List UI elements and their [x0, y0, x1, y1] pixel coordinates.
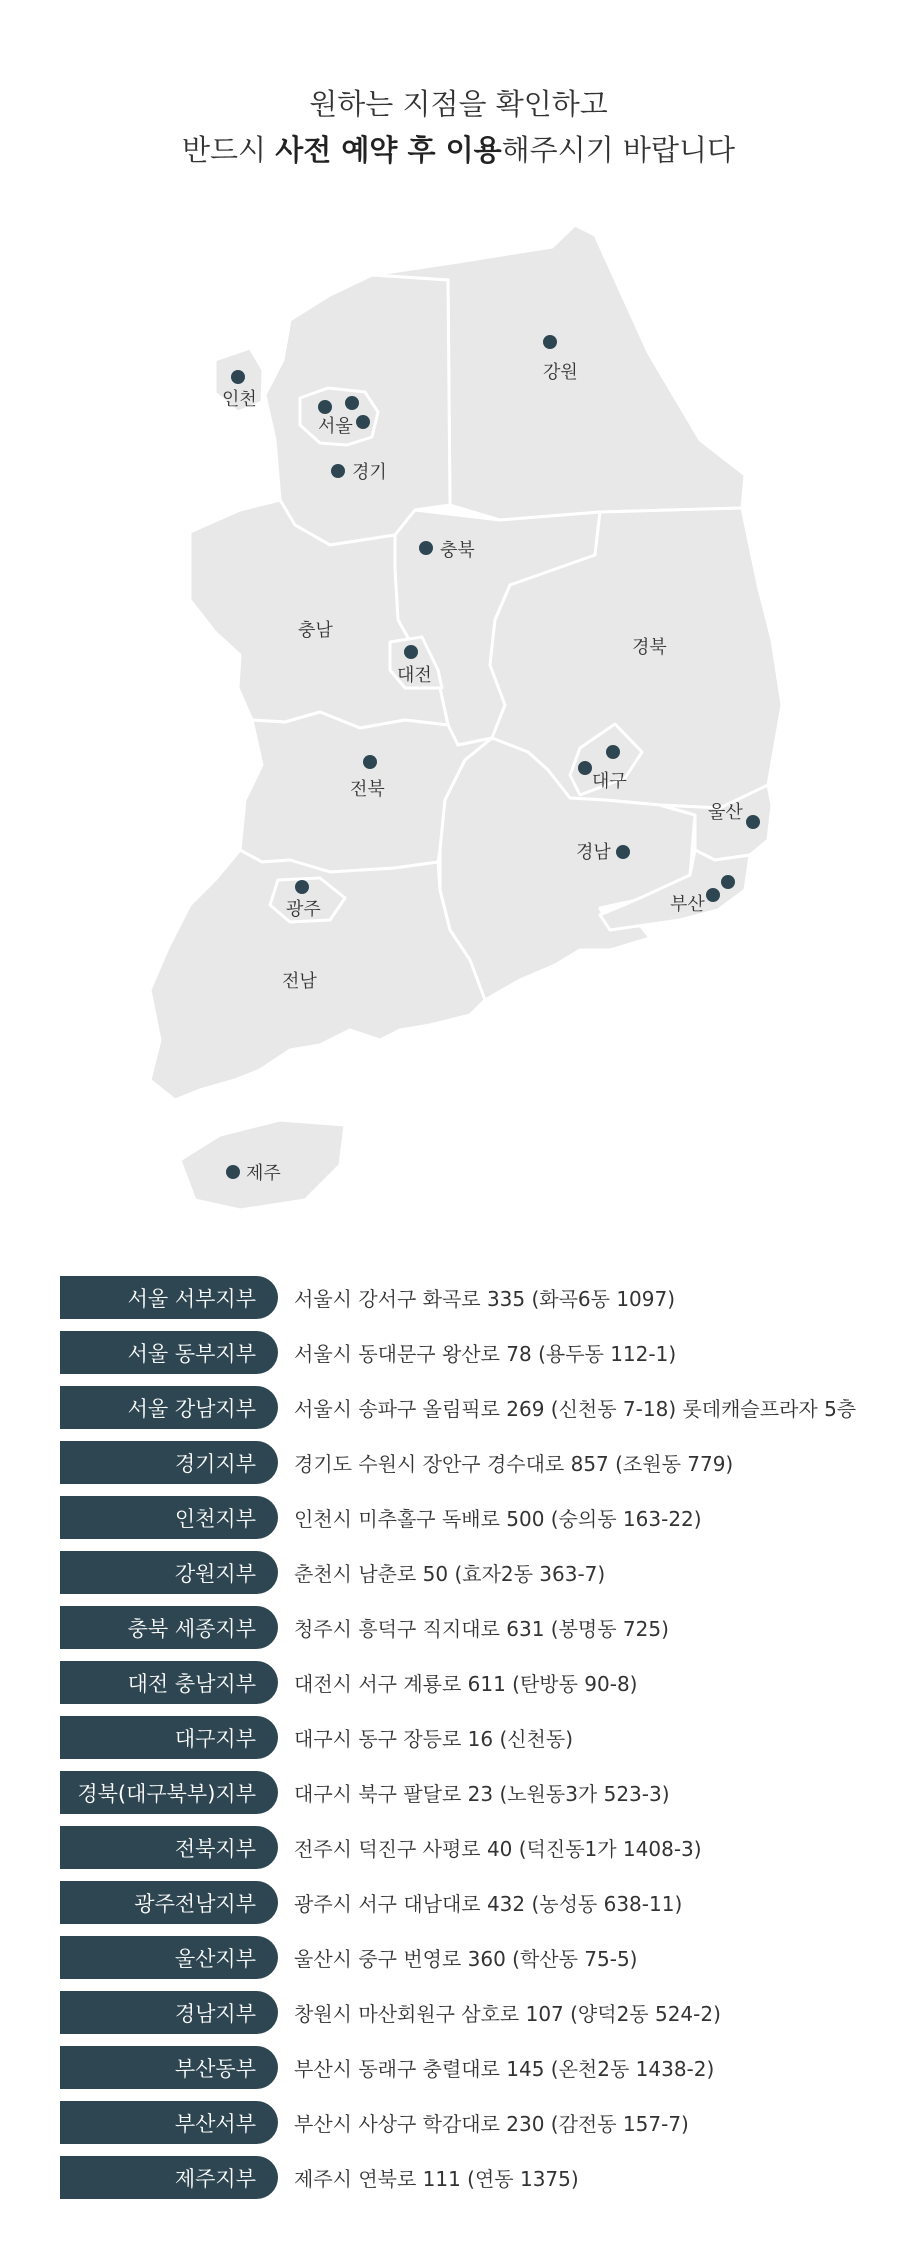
branch-name[interactable]: 경기지부	[60, 1441, 278, 1484]
branch-row[interactable]	[60, 1606, 900, 1649]
branch-address: 서울시 송파구 올림픽로 269 (신천동 7-18) 롯데캐슬프라자 5층	[294, 1397, 857, 1421]
dot-gyeonggi[interactable]	[331, 464, 345, 478]
branch-row[interactable]	[60, 1551, 900, 1594]
branch-name[interactable]: 대전 충남지부	[60, 1661, 278, 1704]
branch-address: 광주시 서구 대남대로 432 (농성동 638-11)	[294, 1892, 683, 1916]
label-gangwon: 강원	[543, 362, 578, 383]
branch-row[interactable]	[60, 1386, 900, 1429]
branch-address: 대구시 동구 장등로 16 (신천동)	[294, 1727, 574, 1751]
branch-row[interactable]	[60, 1331, 900, 1374]
branch-row[interactable]	[60, 1661, 900, 1704]
branch-name[interactable]: 서울 강남지부	[60, 1386, 278, 1429]
dot-busan-1[interactable]	[721, 875, 735, 889]
branch-name[interactable]: 광주전남지부	[60, 1881, 278, 1924]
dot-incheon[interactable]	[231, 370, 245, 384]
branch-address: 춘천시 남춘로 50 (효자2동 363-7)	[294, 1562, 606, 1586]
branch-row[interactable]	[60, 1771, 900, 1814]
label-seoul: 서울	[318, 416, 353, 437]
label-daejeon: 대전	[397, 665, 432, 686]
branch-address: 제주시 연북로 111 (연동 1375)	[294, 2167, 579, 2191]
label-incheon: 인천	[222, 389, 257, 410]
branch-row[interactable]	[60, 1881, 900, 1924]
branch-row[interactable]	[60, 1276, 900, 1319]
branch-address: 경기도 수원시 장안구 경수대로 857 (조원동 779)	[294, 1452, 734, 1476]
branch-address: 부산시 사상구 학감대로 230 (감전동 157-7)	[294, 2112, 689, 2136]
dot-busan-2[interactable]	[706, 888, 720, 902]
heading-line-2-post: 해주시기 바랍니다	[501, 133, 735, 167]
branch-name[interactable]: 부산동부	[60, 2046, 278, 2089]
dot-jeonbuk[interactable]	[363, 755, 377, 769]
branch-row[interactable]	[60, 2046, 900, 2089]
branch-address: 창원시 마산회원구 삼호로 107 (양덕2동 524-2)	[294, 2002, 721, 2026]
branch-address: 인천시 미추홀구 독배로 500 (숭의동 163-22)	[294, 1507, 702, 1531]
branch-address: 서울시 강서구 화곡로 335 (화곡6동 1097)	[294, 1287, 676, 1311]
label-gyeongnam: 경남	[576, 842, 611, 863]
branch-name[interactable]: 충북 세종지부	[60, 1606, 278, 1649]
label-ulsan: 울산	[708, 802, 743, 823]
branch-row[interactable]	[60, 2156, 900, 2199]
dot-daejeon[interactable]	[404, 645, 418, 659]
dot-gyeongnam[interactable]	[616, 845, 630, 859]
branch-name[interactable]: 경북(대구북부)지부	[60, 1771, 278, 1814]
branch-name[interactable]: 대구지부	[60, 1716, 278, 1759]
label-gyeonggi: 경기	[352, 462, 387, 483]
branch-row[interactable]	[60, 1936, 900, 1979]
heading-line-2-bold: 사전 예약 후 이용	[275, 133, 502, 167]
heading-line-2-pre: 반드시	[182, 133, 276, 167]
branch-name[interactable]: 경남지부	[60, 1991, 278, 2034]
branch-address: 청주시 흥덕구 직지대로 631 (봉명동 725)	[294, 1617, 669, 1641]
branch-row[interactable]	[60, 1716, 900, 1759]
dot-gangwon[interactable]	[543, 335, 557, 349]
branch-row[interactable]	[60, 1441, 900, 1484]
branch-row[interactable]	[60, 1991, 900, 2034]
branch-row[interactable]	[60, 1826, 900, 1869]
branch-address: 부산시 동래구 충렬대로 145 (온천2동 1438-2)	[294, 2057, 715, 2081]
branch-name[interactable]: 강원지부	[60, 1551, 278, 1594]
branch-name[interactable]: 인천지부	[60, 1496, 278, 1539]
branch-list	[60, 1276, 900, 2211]
branch-name[interactable]: 제주지부	[60, 2156, 278, 2199]
label-jeju: 제주	[246, 1163, 281, 1184]
dot-seoul-1[interactable]	[318, 400, 332, 414]
label-busan: 부산	[670, 894, 705, 915]
branch-name[interactable]: 전북지부	[60, 1826, 278, 1869]
branch-name[interactable]: 서울 서부지부	[60, 1276, 278, 1319]
dot-gwangju[interactable]	[295, 880, 309, 894]
label-daegu: 대구	[592, 771, 627, 792]
dot-seoul-2[interactable]	[345, 396, 359, 410]
dot-ulsan[interactable]	[746, 815, 760, 829]
dot-seoul-3[interactable]	[356, 415, 370, 429]
branch-name[interactable]: 부산서부	[60, 2101, 278, 2144]
branch-address: 서울시 동대문구 왕산로 78 (용두동 112-1)	[294, 1342, 677, 1366]
label-gyeongbuk: 경북	[632, 637, 667, 658]
dot-daegu-2[interactable]	[578, 761, 592, 775]
label-jeonnam: 전남	[282, 971, 317, 992]
branch-name[interactable]: 울산지부	[60, 1936, 278, 1979]
dot-jeju[interactable]	[226, 1165, 240, 1179]
dot-daegu-1[interactable]	[606, 745, 620, 759]
branch-address: 전주시 덕진구 사평로 40 (덕진동1가 1408-3)	[294, 1837, 702, 1861]
label-jeonbuk: 전북	[350, 779, 385, 800]
label-chungbuk: 충북	[440, 540, 475, 561]
heading-line-1: 원하는 지점을 확인하고	[309, 87, 608, 121]
branch-address: 대구시 북구 팔달로 23 (노원동3가 523-3)	[294, 1782, 670, 1806]
branch-address: 대전시 서구 계룡로 611 (탄방동 90-8)	[294, 1672, 638, 1696]
dot-chungbuk[interactable]	[419, 541, 433, 555]
branch-address: 울산시 중구 번영로 360 (학산동 75-5)	[294, 1947, 638, 1971]
label-chungnam: 충남	[298, 620, 333, 641]
branch-row[interactable]	[60, 2101, 900, 2144]
branch-name[interactable]: 서울 동부지부	[60, 1331, 278, 1374]
branch-row[interactable]	[60, 1496, 900, 1539]
label-gwangju: 광주	[286, 899, 321, 920]
